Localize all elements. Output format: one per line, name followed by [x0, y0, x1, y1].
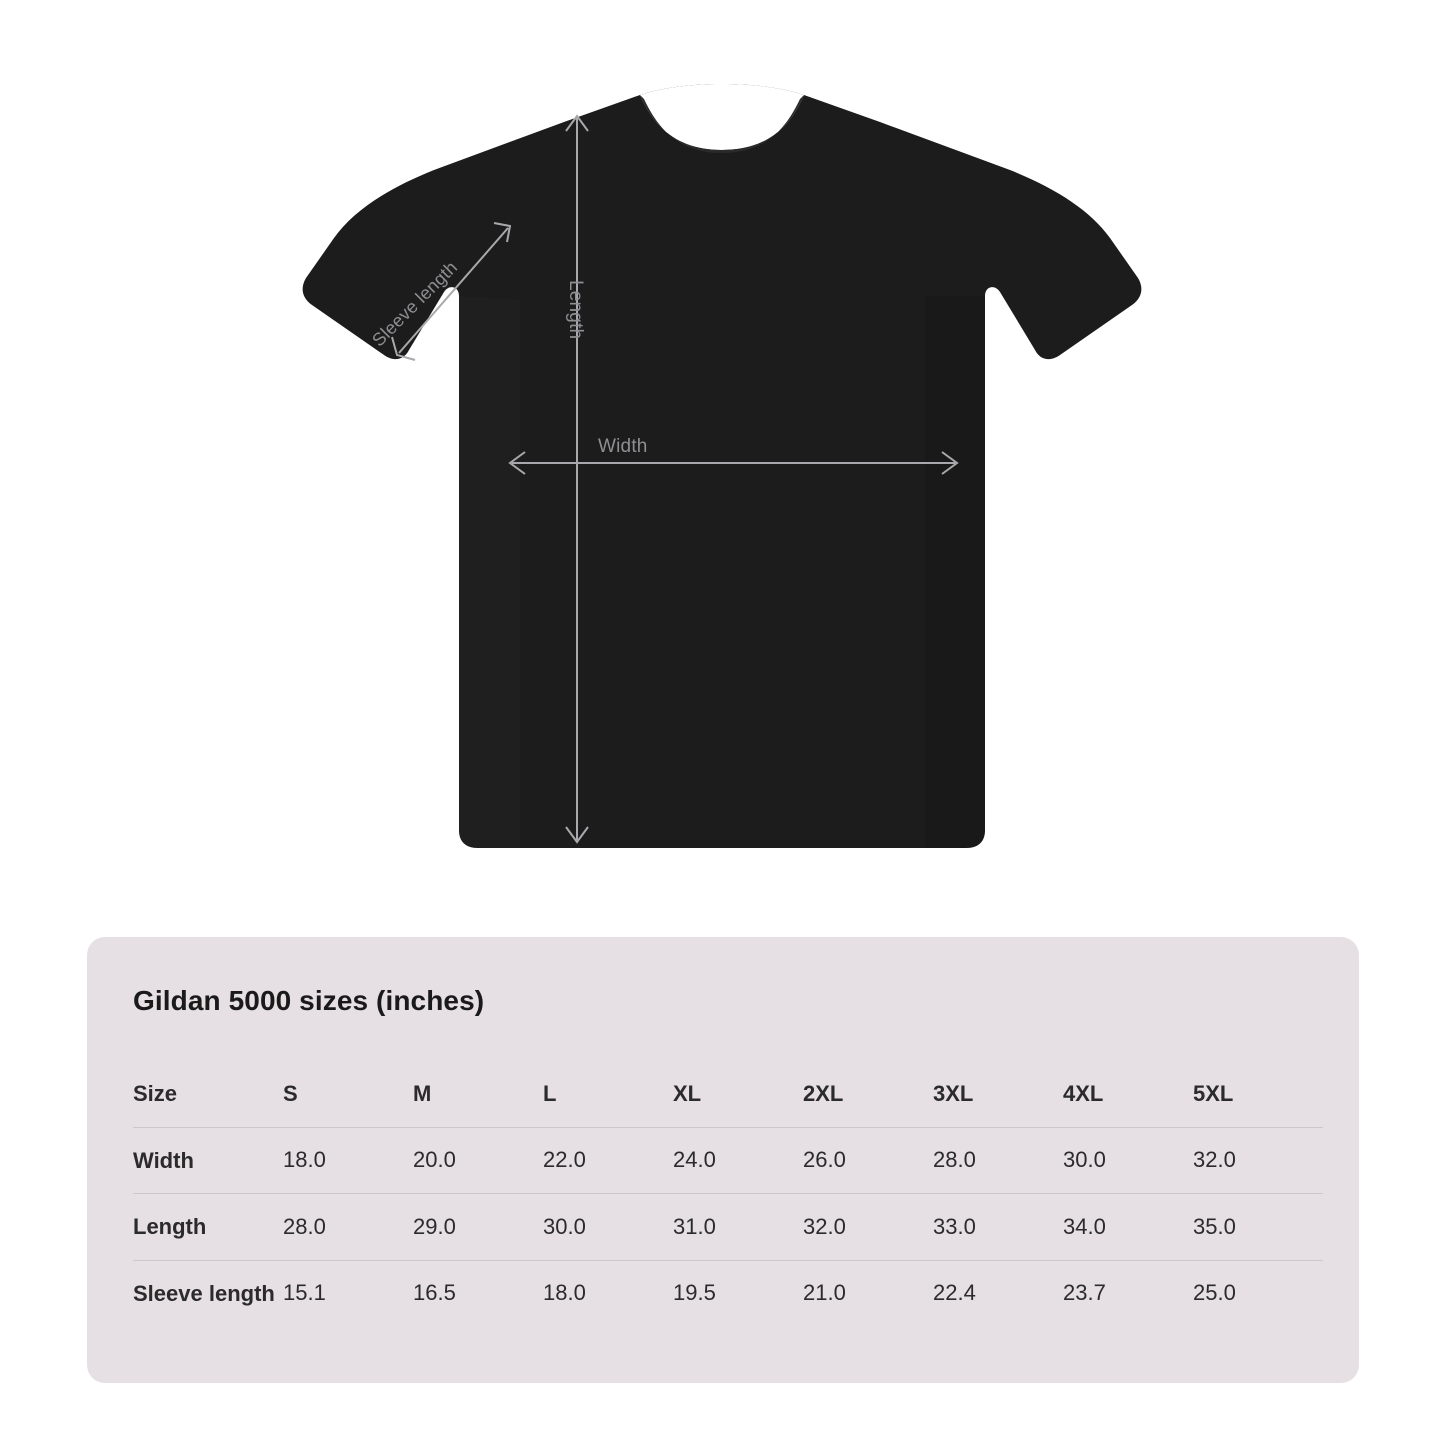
table-col-m: M — [413, 1061, 543, 1127]
table-corner-label: Size — [133, 1061, 283, 1127]
cell-sleeve-5xl: 25.0 — [1193, 1280, 1236, 1306]
cell-length-xl: 31.0 — [673, 1194, 803, 1261]
table-row — [133, 1127, 1323, 1194]
size-chart-title: Gildan 5000 sizes (inches) — [133, 985, 485, 1016]
table-col-2xl: 2XL — [803, 1061, 933, 1127]
cell-width-4xl: 30.0 — [1063, 1127, 1193, 1194]
cell-width-s: 18.0 — [283, 1127, 413, 1194]
row-label-sleeve-length: Sleeve length — [133, 1280, 275, 1306]
cell-length-4xl: 34.0 — [1063, 1194, 1193, 1261]
cell-width-m: 20.0 — [413, 1127, 543, 1194]
cell-width-5xl: 32.0 — [1193, 1127, 1323, 1194]
cell-width-l: 22.0 — [543, 1127, 673, 1194]
width-label: Width — [598, 436, 648, 457]
cell-sleeve-4xl: 23.7 — [1063, 1280, 1106, 1306]
table-row — [133, 1194, 1323, 1261]
cell-length-2xl: 32.0 — [803, 1194, 933, 1261]
size-chart-card — [87, 937, 1359, 1383]
cell-length-s: 28.0 — [283, 1194, 413, 1261]
cell-length-l: 30.0 — [543, 1194, 673, 1261]
cell-sleeve-xl: 19.5 — [673, 1280, 716, 1306]
cell-width-2xl: 26.0 — [803, 1127, 933, 1194]
row-label-length: Length — [133, 1194, 283, 1261]
table-col-l: L — [543, 1061, 673, 1127]
cell-sleeve-s: 15.1 — [283, 1280, 326, 1306]
cell-sleeve-m: 16.5 — [413, 1280, 456, 1306]
cell-sleeve-3xl: 22.4 — [933, 1280, 976, 1306]
table-col-s: S — [283, 1061, 413, 1127]
table-row — [133, 1260, 1323, 1326]
table-col-5xl: 5XL — [1193, 1061, 1323, 1127]
cell-length-3xl: 33.0 — [933, 1194, 1063, 1261]
table-col-3xl: 3XL — [933, 1061, 1063, 1127]
sleeve-length-label: Sleeve length — [368, 257, 462, 351]
table-header-row — [133, 1061, 1323, 1127]
cell-width-3xl: 28.0 — [933, 1127, 1063, 1194]
cell-sleeve-2xl: 21.0 — [803, 1280, 846, 1306]
cell-length-m: 29.0 — [413, 1194, 543, 1261]
cell-length-5xl: 35.0 — [1193, 1194, 1323, 1261]
cell-width-xl: 24.0 — [673, 1127, 803, 1194]
length-label: Length — [565, 280, 586, 340]
table-col-xl: XL — [673, 1061, 803, 1127]
tshirt-shape — [303, 84, 1142, 848]
cell-sleeve-l: 18.0 — [543, 1280, 586, 1306]
row-label-width: Width — [133, 1127, 283, 1194]
size-chart-table — [133, 1061, 1323, 1326]
table-col-4xl: 4XL — [1063, 1061, 1193, 1127]
